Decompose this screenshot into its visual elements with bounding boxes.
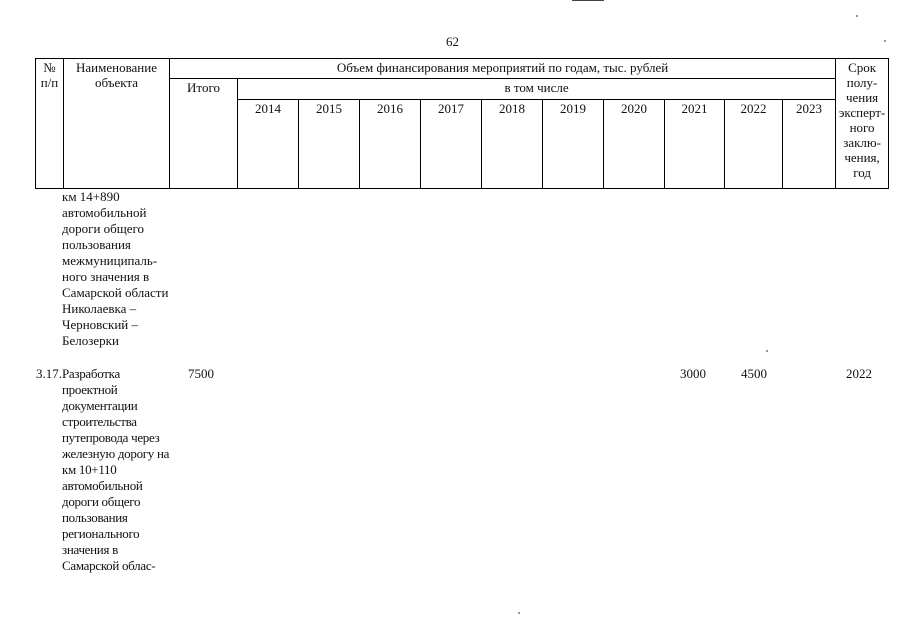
row-value-2022: 4500 <box>741 366 767 381</box>
year-header: 2023 <box>783 100 836 189</box>
row-deadline: 2022 <box>846 366 872 381</box>
column-header-number: № п/п <box>36 59 64 189</box>
year-header: 2017 <box>421 100 482 189</box>
year-header: 2022 <box>725 100 783 189</box>
year-header: 2016 <box>360 100 421 189</box>
row-total: 7500 <box>188 366 214 381</box>
row-name: Разработка проектной документации строительства путепровода через железную дорогу на км 10+110 автомобильной дороги общего пользования регионального значения в Самарской облас- <box>62 366 170 573</box>
column-header-total: Итого <box>170 79 238 189</box>
column-header-deadline: Срок полу-чения эксперт-ного заклю-чения, год <box>836 59 889 189</box>
year-header: 2015 <box>299 100 360 189</box>
page-number: 62 <box>446 34 459 49</box>
column-header-including: в том числе <box>238 79 836 100</box>
year-header: 2014 <box>238 100 299 189</box>
scan-mark <box>572 0 604 1</box>
year-header: 2019 <box>543 100 604 189</box>
column-header-name: Наименование объекта <box>64 59 170 189</box>
row-number: 3.17. <box>36 366 62 381</box>
scan-speck <box>766 350 768 352</box>
year-header: 2020 <box>604 100 665 189</box>
scan-speck <box>518 612 520 614</box>
continued-row-name: км 14+890 автомобильной дороги общего пользования межмуниципаль-ного значения в Самарской области Николаевка – Черновский – Белозерки <box>62 189 169 348</box>
row-value-2021: 3000 <box>680 366 706 381</box>
financing-table <box>35 58 889 189</box>
scan-speck <box>856 15 858 17</box>
year-header: 2018 <box>482 100 543 189</box>
year-header: 2021 <box>665 100 725 189</box>
column-header-volume: Объем финансирования мероприятий по годам, тыс. рублей <box>170 59 836 79</box>
scan-speck <box>884 40 886 42</box>
